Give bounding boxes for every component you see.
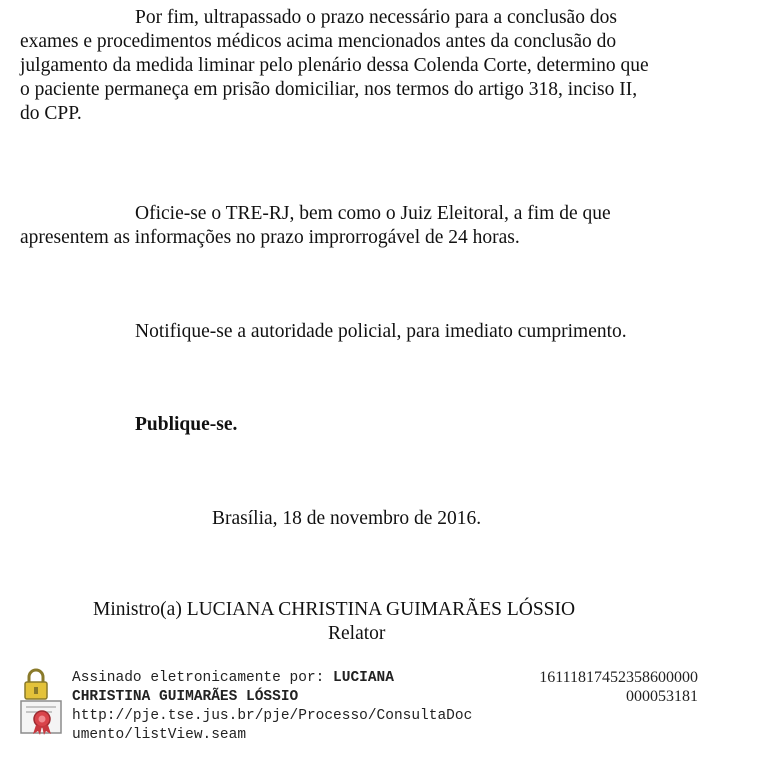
signer-name: Ministro(a) LUCIANA CHRISTINA GUIMARÃES LÓSSIO — [93, 599, 576, 620]
signature-name-part1: LUCIANA — [333, 670, 394, 686]
document-code-1: 16111817452358600000 — [539, 669, 698, 686]
paragraph-line: do CPP. — [20, 103, 82, 124]
paragraph-line: exames e procedimentos médicos acima mencionados antes da conclusão do — [20, 31, 617, 52]
certificate-stamp-icon — [20, 667, 66, 735]
signature-line-1 — [72, 669, 452, 688]
signature-url-line2: umento/listView.seam — [72, 727, 247, 743]
paragraph-line: o paciente permaneça em prisão domiciliar, nos termos do artigo 318, inciso II, — [20, 79, 638, 100]
document-code-2: 000053181 — [626, 688, 698, 705]
place-date: Brasília, 18 de novembro de 2016. — [212, 508, 482, 529]
document-codes — [530, 668, 698, 706]
paragraph-oficie — [20, 202, 700, 250]
paragraph-line: julgamento da medida liminar pelo plenário dessa Colenda Corte, determino que — [20, 55, 649, 76]
signature-name-part2: CHRISTINA GUIMARÃES LÓSSIO — [72, 689, 299, 705]
paragraph-line: Por fim, ultrapassado o prazo necessário para a conclusão dos — [135, 7, 617, 28]
signature-url-line1: http://pje.tse.jus.br/pje/Processo/ConsultaDoc — [72, 708, 473, 724]
electronic-signature — [72, 669, 473, 745]
paragraph-publique: Publique-se. — [135, 414, 238, 435]
paragraph-line: apresentem as informações no prazo improrrogável de 24 horas. — [20, 227, 520, 248]
paragraph-notifique: Notifique-se a autoridade policial, para imediato cumprimento. — [135, 321, 627, 342]
paragraph-exams — [20, 6, 700, 126]
paragraph-line: Oficie-se o TRE-RJ, bem como o Juiz Eleitoral, a fim de que — [135, 203, 611, 224]
signer-role: Relator — [328, 623, 386, 644]
signature-prefix: Assinado eletronicamente por: — [72, 670, 334, 686]
